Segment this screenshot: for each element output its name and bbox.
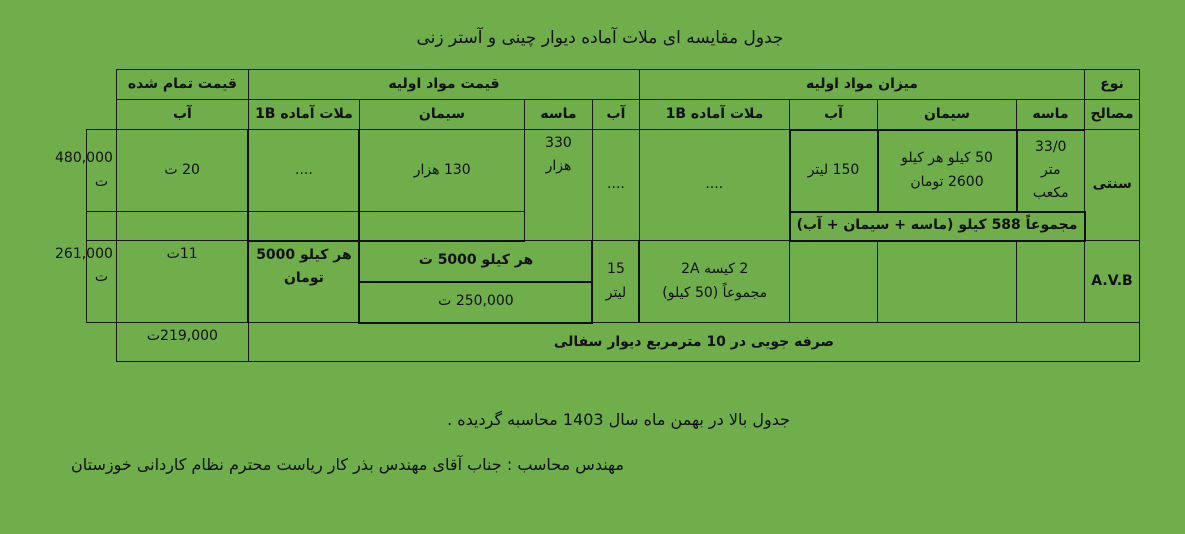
avb-mortar-price-line-2: تومان: [283, 269, 324, 286]
avb-mortar-amount: [639, 241, 789, 323]
engineer-note: مهندس محاسب : جناب آقای مهندس بذر کار ریاست محترم نظام کاردانی خوزستان: [71, 455, 624, 474]
avb-mortar-line-1: 2 کیسه 2A: [681, 261, 749, 278]
avb-water-amount-blank: [790, 241, 878, 323]
cement-price-header: سیمان: [359, 100, 524, 130]
avb-cement-amount: [878, 241, 1017, 323]
traditional-final-price-blank: [87, 212, 117, 241]
traditional-sand-line-1: 33/0: [1035, 138, 1067, 155]
traditional-sand-line-3: مکعب: [1032, 185, 1069, 202]
avb-mortar-price: [248, 241, 359, 323]
avb-final-price: 261,000 ت: [87, 241, 117, 323]
traditional-total-weight: مجموعاً 588 کیلو (ماسه + سیمان + آب): [790, 212, 1085, 241]
savings-value: 219,000ت: [116, 323, 248, 362]
raw-price-header: قیمت مواد اولیه: [248, 70, 639, 100]
traditional-cement-price: 130 هزار: [359, 130, 524, 212]
final-price-header: قیمت تمام شده: [116, 70, 248, 100]
avb-mortar-price-line-1: هر کیلو 5000: [256, 246, 352, 263]
water-cost-header: آب: [116, 100, 248, 130]
avb-water-line-1: 15: [607, 261, 625, 278]
water-amount-header: آب: [790, 100, 878, 130]
traditional-cement-price-blank: [359, 212, 524, 241]
traditional-sand-price-line-1: 330: [545, 135, 572, 151]
type-header: نوع: [1085, 70, 1140, 100]
cement-amount-header: سیمان: [878, 100, 1017, 130]
avb-cement-total: 250,000 ت: [359, 282, 592, 323]
avb-water-line-2: لیتر: [605, 284, 627, 301]
traditional-mortar-price-blank: [248, 212, 359, 241]
traditional-sand-price: [524, 130, 592, 241]
sand-amount-header: ماسه: [1017, 100, 1085, 130]
traditional-mortar-amount: ....: [639, 130, 789, 241]
traditional-water-price: ....: [592, 130, 639, 241]
mortar-price-header: ملات آماده 1B: [248, 100, 359, 130]
traditional-sand-amount: [1017, 130, 1085, 212]
traditional-cement-line-1: 50 کیلو هر کیلو: [901, 150, 993, 167]
row-label-avb: A.V.B: [1085, 241, 1140, 323]
page-title: جدول مقایسه ای ملات آماده دیوار چینی و آستر زنی: [416, 28, 784, 48]
calculation-note: جدول بالا در بهمن ماه سال 1403 محاسبه گردیده .: [447, 410, 790, 429]
traditional-water-amount: 150 لیتر: [790, 130, 878, 212]
traditional-mortar-price: ....: [248, 130, 359, 212]
avb-mortar-line-2: مجموعاً (50 کیلو): [662, 284, 768, 301]
water-price-header: آب: [592, 100, 639, 130]
sand-price-header: ماسه: [524, 100, 592, 130]
mortar-amount-header: ملات آماده 1B: [639, 100, 789, 130]
traditional-sand-line-2: متر: [1041, 161, 1061, 178]
materials-header: مصالح: [1085, 100, 1140, 130]
avb-sand-amount: [1017, 241, 1085, 323]
comparison-table: [55, 69, 1140, 362]
avb-water-amount: [592, 241, 639, 323]
traditional-water-cost-blank: [116, 212, 248, 241]
savings-label: صرفه جویی در 10 مترمربع دیوار سفالی: [248, 323, 1139, 362]
avb-water-cost: 11ت: [116, 241, 248, 323]
traditional-final-price: 480,000 ت: [87, 130, 117, 212]
raw-amount-header: میزان مواد اولیه: [639, 70, 1084, 100]
avb-cement-price: هر کیلو 5000 ت: [359, 241, 592, 282]
traditional-sand-price-line-2: هزار: [545, 158, 572, 175]
traditional-cement-amount: [878, 130, 1017, 212]
traditional-cement-line-2: 2600 تومان: [910, 173, 984, 190]
row-label-traditional: سنتی: [1085, 130, 1140, 241]
traditional-water-cost: 20 ت: [116, 130, 248, 212]
